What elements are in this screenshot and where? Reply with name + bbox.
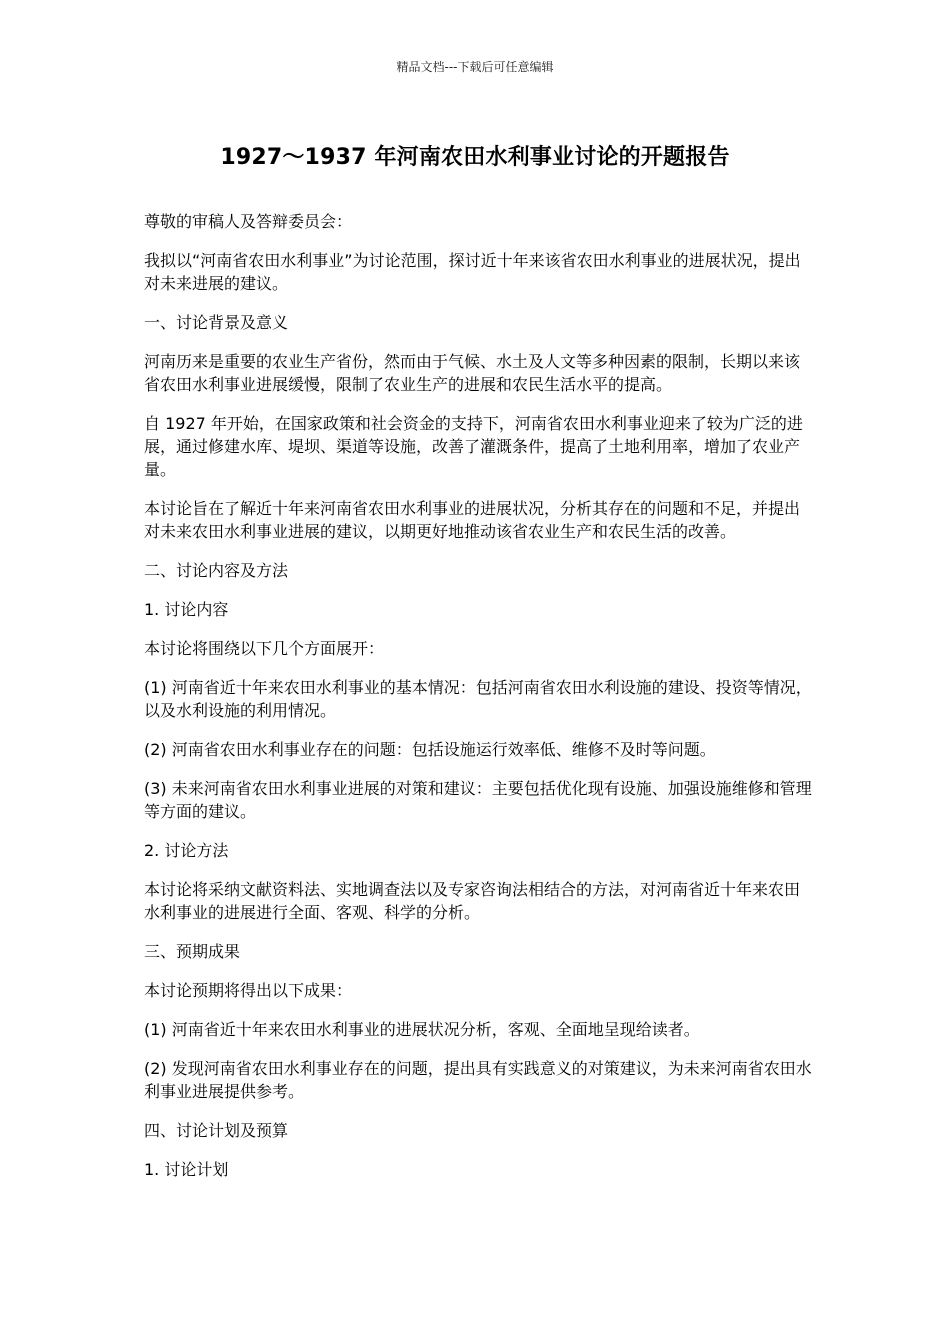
content-item-2: (2) 河南省农田水利事业存在的问题：包括设施运行效率低、维修不及时等问题。: [144, 740, 716, 759]
section-heading-plan-budget: 四、讨论计划及预算: [144, 1121, 289, 1140]
background-paragraph-1: 河南历来是重要的农业生产省份，然而由于气候、水土及人文等多种因素的限制，长期以来该省农田水利事业进展缓慢，限制了农业生产的进展和农民生活水平的提高。: [144, 352, 801, 394]
section-heading-background: 一、讨论背景及意义: [144, 313, 289, 332]
subsection-heading-content: 1. 讨论内容: [144, 600, 229, 619]
results-intro: 本讨论预期将得出以下成果：: [144, 981, 353, 1000]
subsection-heading-plan: 1. 讨论计划: [144, 1160, 229, 1179]
header-note: 精品文档---下载后可任意编辑: [396, 60, 554, 74]
background-paragraph-3: 本讨论旨在了解近十年来河南省农田水利事业的进展状况，分析其存在的问题和不足，并提出对未来农田水利事业进展的建议，以期更好地推动该省农业生产和农民生活的改善。: [144, 499, 801, 541]
content-item-3: (3) 未来河南省农田水利事业进展的对策和建议：主要包括优化现有设施、加强设施维修和管理等方面的建议。: [144, 779, 812, 821]
salutation: 尊敬的审稿人及答辩委员会：: [144, 212, 353, 231]
content-item-1: (1) 河南省近十年来农田水利事业的基本情况：包括河南省农田水利设施的建设、投资等情况，以及水利设施的利用情况。: [144, 678, 812, 720]
subsection-heading-method: 2. 讨论方法: [144, 841, 229, 860]
document-body: [144, 210, 812, 1197]
results-item-1: (1) 河南省近十年来农田水利事业的进展状况分析，客观、全面地呈现给读者。: [144, 1020, 700, 1039]
section-heading-results: 三、预期成果: [144, 942, 241, 961]
intro-paragraph: 我拟以“河南省农田水利事业”为讨论范围，探讨近十年来该省农田水利事业的进展状况，提出对未来进展的建议。: [144, 251, 801, 293]
content-intro: 本讨论将围绕以下几个方面展开：: [144, 639, 385, 658]
section-heading-content-method: 二、讨论内容及方法: [144, 561, 289, 580]
method-paragraph: 本讨论将采纳文献资料法、实地调查法以及专家咨询法相结合的方法，对河南省近十年来农田水利事业的进展进行全面、客观、科学的分析。: [144, 880, 801, 922]
background-paragraph-2: 自 1927 年开始，在国家政策和社会资金的支持下，河南省农田水利事业迎来了较为广泛的进展，通过修建水库、堤坝、渠道等设施，改善了灌溉条件，提高了土地利用率，增加了农业产量。: [144, 414, 803, 479]
results-item-2: (2) 发现河南省农田水利事业存在的问题，提出具有实践意义的对策建议，为未来河南省农田水利事业进展提供参考。: [144, 1059, 812, 1101]
document-title: 1927～1937 年河南农田水利事业讨论的开题报告: [220, 145, 730, 170]
